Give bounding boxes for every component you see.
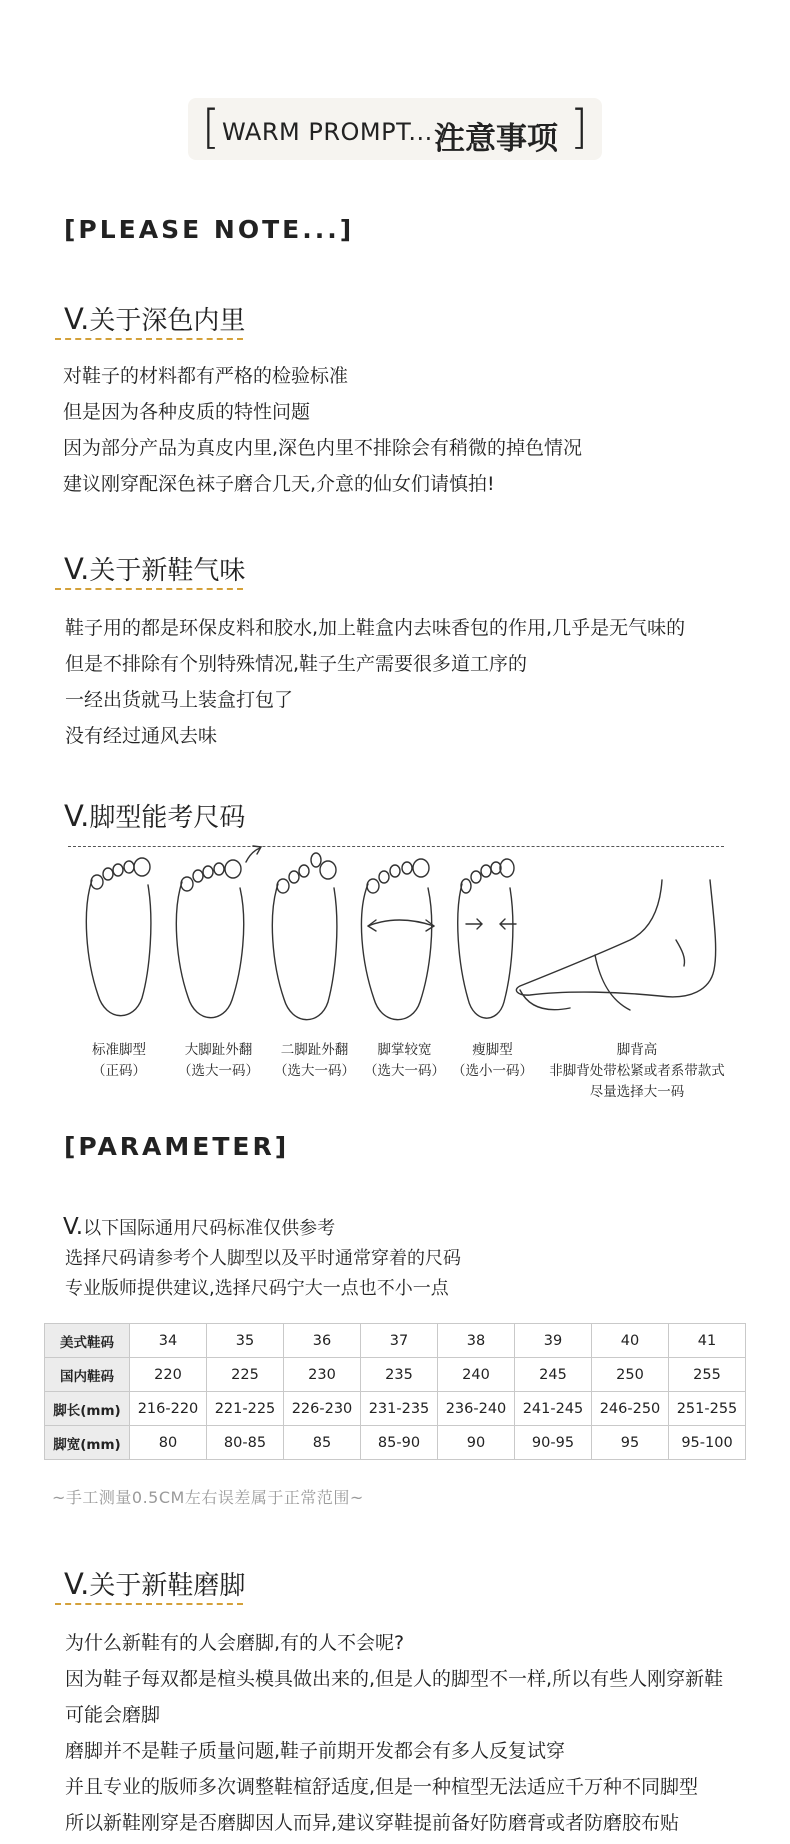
table-cell: 216-220 xyxy=(130,1392,207,1426)
dashed-underline xyxy=(55,338,243,340)
bracket-right: ] xyxy=(570,100,588,154)
parameter-line-text: 以下国际通用尺码标准仅供参考 xyxy=(83,1218,336,1239)
paragraph-line: 所以新鞋刚穿是否磨脚因人而异,建议穿鞋提前备好防磨膏或者防磨胶布贴 xyxy=(65,1812,680,1834)
section-title-text: 关于深色内里 xyxy=(89,306,246,336)
table-row xyxy=(45,1392,746,1426)
foot-name: 脚掌较宽 xyxy=(377,1042,432,1058)
foot-hint: （选小一码） xyxy=(452,1063,533,1079)
dark-lining-paragraph xyxy=(63,358,582,502)
please-note-heading: [PLEASE NOTE...] xyxy=(64,215,355,244)
foot-caption-second-toe xyxy=(274,1040,355,1082)
table-cell: 85 xyxy=(284,1426,361,1460)
section-title-rubbing xyxy=(64,1565,245,1602)
size-chart-table xyxy=(44,1323,746,1460)
wide-foot-illustration xyxy=(361,859,434,1020)
section-title-text: 关于新鞋磨脚 xyxy=(89,1571,246,1601)
parameter-heading: [PARAMETER] xyxy=(64,1132,290,1161)
table-cell: 37 xyxy=(361,1324,438,1358)
dashed-underline xyxy=(55,588,243,590)
table-cell: 35 xyxy=(207,1324,284,1358)
v-mark: V. xyxy=(64,1567,90,1601)
new-smell-paragraph xyxy=(65,610,685,754)
table-cell: 38 xyxy=(438,1324,515,1358)
foot-caption-standard xyxy=(92,1040,146,1082)
warm-prompt-banner xyxy=(188,98,602,160)
foot-hint-2: 尽量选择大一码 xyxy=(589,1084,685,1100)
table-cell: 231-235 xyxy=(361,1392,438,1426)
row-header: 脚宽(mm) xyxy=(45,1426,130,1460)
section-title-foot-type xyxy=(64,797,245,834)
paragraph-line: 可能会磨脚 xyxy=(65,1704,161,1726)
table-cell: 40 xyxy=(592,1324,669,1358)
paragraph-line: 磨脚并不是鞋子质量问题,鞋子前期开发都会有多人反复试穿 xyxy=(65,1740,566,1762)
paragraph-line: 鞋子用的都是环保皮料和胶水,加上鞋盒内去味香包的作用,几乎是无气味的 xyxy=(65,617,686,639)
section-title-text: 关于新鞋气味 xyxy=(89,556,246,586)
foot-name: 脚背高 xyxy=(616,1042,658,1058)
table-cell: 236-240 xyxy=(438,1392,515,1426)
table-cell: 36 xyxy=(284,1324,361,1358)
foot-caption-bunion xyxy=(178,1040,259,1082)
high-instep-foot-illustration xyxy=(516,880,715,1010)
paragraph-line: 建议刚穿配深色袜子磨合几天,介意的仙女们请慎拍! xyxy=(63,473,495,495)
table-cell: 80 xyxy=(130,1426,207,1460)
table-cell: 221-225 xyxy=(207,1392,284,1426)
parameter-intro xyxy=(63,1212,461,1304)
paragraph-line: 对鞋子的材料都有严格的检验标准 xyxy=(63,365,349,387)
table-cell: 255 xyxy=(669,1358,746,1392)
bunion-foot-illustration xyxy=(176,846,261,1018)
table-cell: 245 xyxy=(515,1358,592,1392)
table-cell: 39 xyxy=(515,1324,592,1358)
foot-caption-slim xyxy=(452,1040,533,1082)
section-title-dark-lining xyxy=(64,300,245,337)
v-mark: V. xyxy=(64,302,90,336)
v-mark: V. xyxy=(63,1214,84,1240)
parameter-line-2: 选择尺码请参考个人脚型以及平时通常穿着的尺码 xyxy=(65,1248,461,1269)
table-cell: 241-245 xyxy=(515,1392,592,1426)
table-cell: 80-85 xyxy=(207,1426,284,1460)
warm-prompt-title-en: WARM PROMPT... / xyxy=(222,118,450,146)
warm-prompt-title-zh: 注意事项 xyxy=(434,121,558,157)
measurement-note: ~手工测量0.5CM左右误差属于正常范围~ xyxy=(52,1488,364,1507)
table-cell: 95 xyxy=(592,1426,669,1460)
foot-caption-wide xyxy=(364,1040,445,1082)
row-header: 美式鞋码 xyxy=(45,1324,130,1358)
table-cell: 90 xyxy=(438,1426,515,1460)
dashed-underline xyxy=(55,1603,243,1605)
table-cell: 235 xyxy=(361,1358,438,1392)
parameter-line-1 xyxy=(63,1212,461,1244)
foot-hint: （选大一码） xyxy=(178,1063,259,1079)
foot-hint: （选大一码） xyxy=(274,1063,355,1079)
standard-foot-illustration xyxy=(86,858,151,1016)
foot-caption-high-instep xyxy=(542,1040,732,1103)
foot-hint: 非脚背处带松紧或者系带款式 xyxy=(549,1063,725,1079)
foot-type-illustrations xyxy=(50,840,740,1040)
v-mark: V. xyxy=(64,552,90,586)
paragraph-line: 没有经过通风去味 xyxy=(65,725,218,747)
paragraph-line: 因为部分产品为真皮内里,深色内里不排除会有稍微的掉色情况 xyxy=(63,437,583,459)
paragraph-line: 但是不排除有个别特殊情况,鞋子生产需要很多道工序的 xyxy=(65,653,528,675)
paragraph-line: 为什么新鞋有的人会磨脚,有的人不会呢? xyxy=(65,1632,405,1654)
foot-hint: （选大一码） xyxy=(364,1063,445,1079)
table-row xyxy=(45,1358,746,1392)
slim-foot-illustration xyxy=(458,859,516,1018)
table-cell: 85-90 xyxy=(361,1426,438,1460)
foot-name: 二脚趾外翻 xyxy=(280,1042,349,1058)
foot-name: 大脚趾外翻 xyxy=(184,1042,253,1058)
table-cell: 246-250 xyxy=(592,1392,669,1426)
table-row xyxy=(45,1426,746,1460)
foot-hint: （正码） xyxy=(92,1063,146,1079)
table-cell: 226-230 xyxy=(284,1392,361,1426)
table-cell: 34 xyxy=(130,1324,207,1358)
paragraph-line: 并且专业的版师多次调整鞋楦舒适度,但是一种楦型无法适应千万种不同脚型 xyxy=(65,1776,699,1798)
row-header: 脚长(mm) xyxy=(45,1392,130,1426)
table-row xyxy=(45,1324,746,1358)
table-cell: 240 xyxy=(438,1358,515,1392)
foot-name: 瘦脚型 xyxy=(472,1042,513,1058)
paragraph-line: 因为鞋子每双都是楦头模具做出来的,但是人的脚型不一样,所以有些人刚穿新鞋 xyxy=(65,1668,724,1690)
table-cell: 230 xyxy=(284,1358,361,1392)
row-header: 国内鞋码 xyxy=(45,1358,130,1392)
second-toe-foot-illustration xyxy=(272,853,337,1020)
v-mark: V. xyxy=(64,799,90,833)
section-title-text: 脚型能考尺码 xyxy=(89,803,246,833)
foot-name: 标准脚型 xyxy=(92,1042,146,1058)
table-cell: 90-95 xyxy=(515,1426,592,1460)
table-cell: 41 xyxy=(669,1324,746,1358)
table-cell: 220 xyxy=(130,1358,207,1392)
parameter-line-3: 专业版师提供建议,选择尺码宁大一点也不小一点 xyxy=(65,1278,449,1299)
bracket-left: [ xyxy=(202,100,220,154)
table-cell: 95-100 xyxy=(669,1426,746,1460)
table-cell: 251-255 xyxy=(669,1392,746,1426)
table-cell: 250 xyxy=(592,1358,669,1392)
table-cell: 225 xyxy=(207,1358,284,1392)
paragraph-line: 但是因为各种皮质的特性问题 xyxy=(63,401,311,423)
paragraph-line: 一经出货就马上装盒打包了 xyxy=(65,689,294,711)
section-title-new-smell xyxy=(64,550,245,587)
rubbing-paragraph xyxy=(65,1625,723,1841)
